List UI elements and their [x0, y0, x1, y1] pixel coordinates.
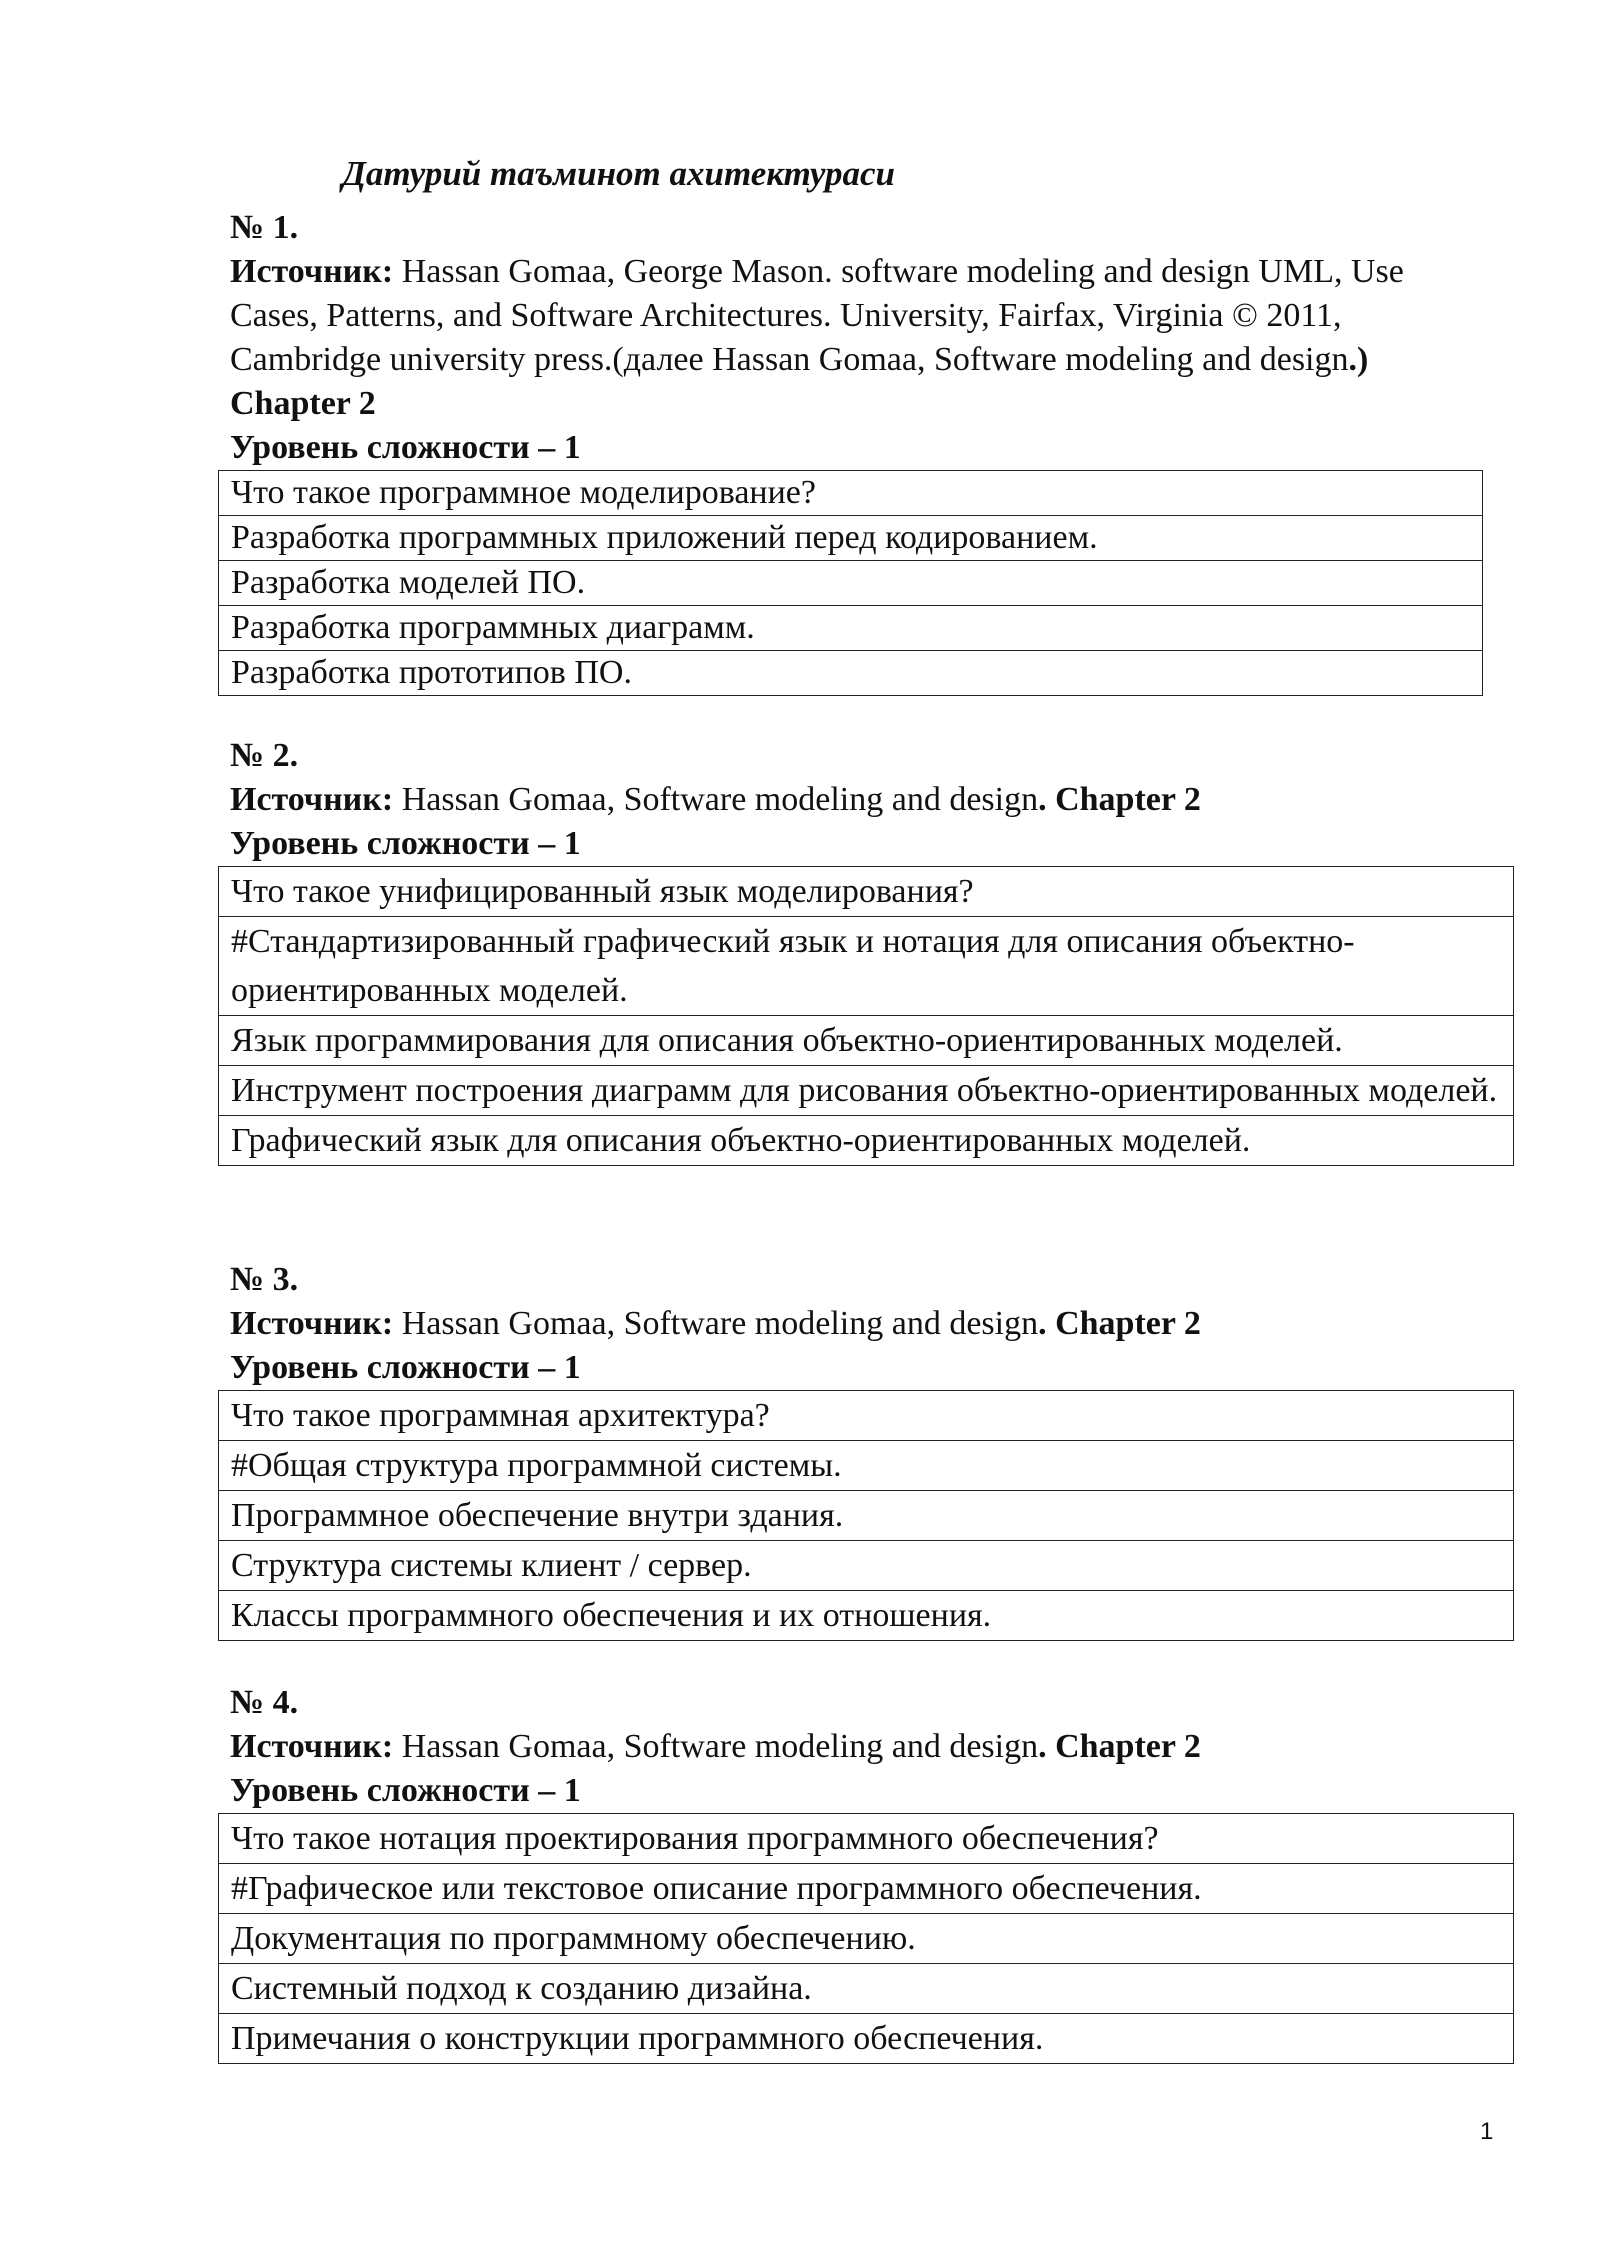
- answer-option: Примечания о конструкции программного обеспечения.: [219, 2014, 1514, 2064]
- answer-option: #Графическое или текстовое описание программного обеспечения.: [219, 1864, 1514, 1914]
- answer-option: Разработка прототипов ПО.: [219, 651, 1483, 696]
- answer-option: #Общая структура программной системы.: [219, 1441, 1514, 1491]
- answer-table: [218, 1390, 1514, 1641]
- answer-option: Программное обеспечение внутри здания.: [219, 1491, 1514, 1541]
- question-source: [230, 250, 1490, 426]
- answer-option: Документация по программному обеспечению.: [219, 1914, 1514, 1964]
- table-row: [219, 1541, 1514, 1591]
- source-chapter: . Chapter 2: [1038, 1305, 1201, 1342]
- answer-table: [218, 866, 1514, 1166]
- question-source: [230, 1302, 1490, 1346]
- difficulty-level: Уровень сложности – 1: [230, 1772, 581, 1809]
- answer-option: Разработка моделей ПО.: [219, 561, 1483, 606]
- source-label: Источник:: [230, 781, 394, 818]
- table-row: [219, 1016, 1514, 1066]
- question-block-3: [230, 1258, 1514, 1641]
- question-block-1: [230, 206, 1490, 696]
- table-row: [219, 606, 1483, 651]
- table-row: [219, 917, 1514, 1016]
- source-text: Hassan Gomaa, Software modeling and design: [401, 781, 1039, 818]
- answer-option: Графический язык для описания объектно-ориентированных моделей.: [219, 1116, 1514, 1166]
- answer-option: Структура системы клиент / сервер.: [219, 1541, 1514, 1591]
- question-text: Что такое унифицированный язык моделирования?: [219, 867, 1514, 917]
- table-row: [219, 561, 1483, 606]
- question-number: № 1.: [230, 209, 299, 246]
- table-row: [219, 1116, 1514, 1166]
- table-row: [219, 1814, 1514, 1864]
- question-text: Что такое нотация проектирования программного обеспечения?: [219, 1814, 1514, 1864]
- question-source: [230, 778, 1490, 822]
- answer-option: Разработка программных диаграмм.: [219, 606, 1483, 651]
- table-row: [219, 651, 1483, 696]
- answer-option: #Стандартизированный графический язык и нотация для описания объектно-ориентированных моделей.: [219, 917, 1514, 1016]
- table-row: [219, 1864, 1514, 1914]
- answer-option: Язык программирования для описания объектно-ориентированных моделей.: [219, 1016, 1514, 1066]
- table-row: [219, 1391, 1514, 1441]
- question-block-4: [230, 1681, 1514, 2064]
- answer-option: Системный подход к созданию дизайна.: [219, 1964, 1514, 2014]
- source-text: Hassan Gomaa, George Mason. software modeling and design UML, Use Cases, Patterns, and Software Architectures. University, Fairfax, Virginia © 2011, Cambridge university press.(далее Hassan Gomaa, Software modeling and design: [230, 253, 1404, 378]
- source-text: Hassan Gomaa, Software modeling and design: [401, 1305, 1039, 1342]
- difficulty-level: Уровень сложности – 1: [230, 1349, 581, 1386]
- question-number: № 2.: [230, 737, 299, 774]
- page-title: Датурий таъминот ахитектураси: [342, 154, 895, 193]
- answer-table: [218, 470, 1483, 696]
- page-number: 1: [1480, 2118, 1494, 2145]
- table-row: [219, 1914, 1514, 1964]
- question-block-2: [230, 734, 1514, 1166]
- source-chapter: .) Chapter 2: [230, 341, 1369, 422]
- question-text: Что такое программная архитектура?: [219, 1391, 1514, 1441]
- source-text: Hassan Gomaa, Software modeling and design: [401, 1728, 1039, 1765]
- table-row: [219, 867, 1514, 917]
- question-number: № 4.: [230, 1684, 299, 1721]
- answer-option: Инструмент построения диаграмм для рисования объектно-ориентированных моделей.: [219, 1066, 1514, 1116]
- source-chapter: . Chapter 2: [1038, 781, 1201, 818]
- table-row: [219, 1066, 1514, 1116]
- table-row: [219, 2014, 1514, 2064]
- table-row: [219, 516, 1483, 561]
- table-row: [219, 471, 1483, 516]
- table-row: [219, 1441, 1514, 1491]
- difficulty-level: Уровень сложности – 1: [230, 825, 581, 862]
- answer-option: Разработка программных приложений перед кодированием.: [219, 516, 1483, 561]
- table-row: [219, 1964, 1514, 2014]
- source-label: Источник:: [230, 1305, 394, 1342]
- source-chapter: . Chapter 2: [1038, 1728, 1201, 1765]
- source-label: Источник:: [230, 1728, 394, 1765]
- answer-option: Классы программного обеспечения и их отношения.: [219, 1591, 1514, 1641]
- table-row: [219, 1591, 1514, 1641]
- question-source: [230, 1725, 1490, 1769]
- table-row: [219, 1491, 1514, 1541]
- difficulty-level: Уровень сложности – 1: [230, 429, 581, 466]
- source-label: Источник:: [230, 253, 394, 290]
- question-number: № 3.: [230, 1261, 299, 1298]
- question-text: Что такое программное моделирование?: [219, 471, 1483, 516]
- answer-table: [218, 1813, 1514, 2064]
